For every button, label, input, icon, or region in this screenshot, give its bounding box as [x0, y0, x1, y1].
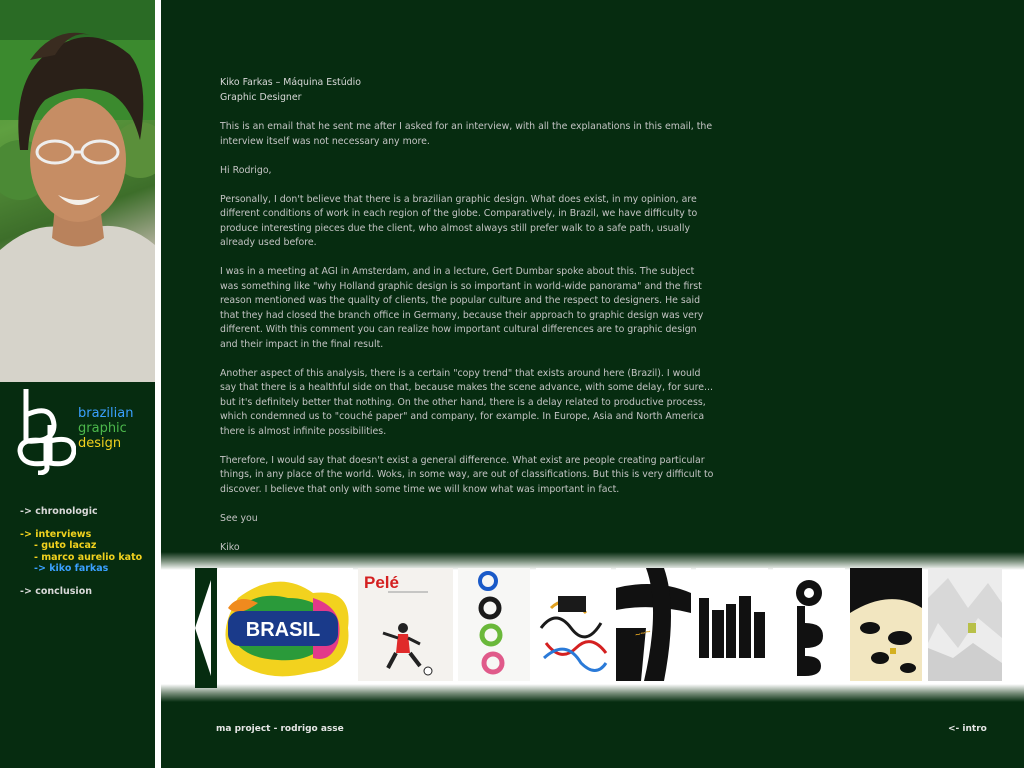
thumb-key[interactable] — [773, 568, 845, 681]
thumb-rings[interactable] — [458, 568, 530, 681]
thumb-brasil[interactable] — [218, 568, 353, 681]
thumb-brush[interactable] — [616, 568, 691, 681]
thumb-folds[interactable] — [928, 568, 1002, 681]
signature: Kiko — [220, 541, 240, 553]
nav-conclusion[interactable]: -> conclusion — [20, 585, 92, 597]
interviewee-name: Kiko Farkas – Máquina Estúdio — [220, 77, 361, 88]
sidebar — [0, 0, 155, 768]
paragraph-4: Therefore, I would say that doesn't exist a general difference. What exist are people creating particular things, in any place of the world. Woks, in some way, are out of classifications. But this is very difficult to discover. I believe that only with some time we will know what was important in fact. — [220, 454, 714, 495]
thumb-pattern[interactable] — [850, 568, 922, 681]
thumb-pele-title: Pelé — [364, 573, 399, 592]
paragraph-1: Personally, I don't believe that there is a brazilian graphic design. What does exist, in my opinion, are different conditions of work in each region of the globe. Comparatively, in Brazil, we have difficulty to produce interesting pieces due the client, who almost always still prefer walk to a safe path, usually already used before. — [220, 193, 698, 248]
nav-kiko-farkas[interactable]: -> kiko farkas — [34, 563, 109, 574]
paragraph-2: I was in a meeting at AGI in Amsterdam, and in a lecture, Gert Dumbar spoke about this. The subject was something like "why Holland graphic design is so important in world-wide panorama" and the first reason mentioned was the quality of clients, the popular culture and the respect to designers. He said that they had closed the branch office in Germany, because their approach to graphic design was very different. With this comment you can realize how important cultural differences are to graphic design and their impact in the final result. — [220, 266, 704, 350]
intro-link[interactable]: <- intro — [948, 724, 987, 734]
thumb-brasil-label: BRASIL — [245, 619, 321, 641]
footer-project-credit: ma project - rodrigo asse — [216, 724, 344, 734]
bgd-logo-mark — [12, 385, 76, 475]
nav-marco-aurelio-kato[interactable]: - marco aurelio kato — [34, 551, 143, 563]
thumb-letters[interactable] — [696, 568, 768, 681]
nav-chronologic[interactable]: -> chronologic — [20, 506, 98, 517]
greeting: Hi Rodrigo, — [220, 164, 272, 176]
main-nav — [20, 506, 142, 597]
logo-line-graphic: graphic — [78, 421, 127, 436]
portrait-photo — [0, 0, 155, 382]
svg-text:~~~: ~~~ — [633, 626, 652, 640]
interview-content — [220, 76, 715, 570]
gallery-prev-arrow-icon[interactable] — [195, 580, 211, 676]
intro-paragraph: This is an email that he sent me after I asked for an interview, with all the explanations in this email, the interview itself was not necessary any more. — [220, 121, 713, 147]
thumb-pele[interactable] — [358, 568, 453, 681]
logo-line-brazilian: brazilian — [78, 406, 134, 421]
thumb-swirls[interactable] — [536, 568, 611, 681]
bgd-logo[interactable] — [12, 385, 152, 475]
nav-interviews[interactable]: -> interviews — [20, 528, 92, 540]
logo-line-design: design — [78, 436, 122, 451]
paragraph-3: Another aspect of this analysis, there is a certain "copy trend" that exists around here (Brazil). I would say that there is a healthful side on that, because makes the scene advance, with some delay, for sure... but it's definitely better that nothing. On the other hand, there is a delay related to productive process, which condemned us to "couché paper" and company, for example. In Europe, Asia and North America there is almost infinite possibilities. — [220, 367, 713, 437]
interviewee-role: Graphic Designer — [220, 91, 302, 103]
nav-guto-lacaz[interactable]: - guto lacaz — [34, 540, 97, 551]
sign-off: See you — [220, 512, 258, 524]
